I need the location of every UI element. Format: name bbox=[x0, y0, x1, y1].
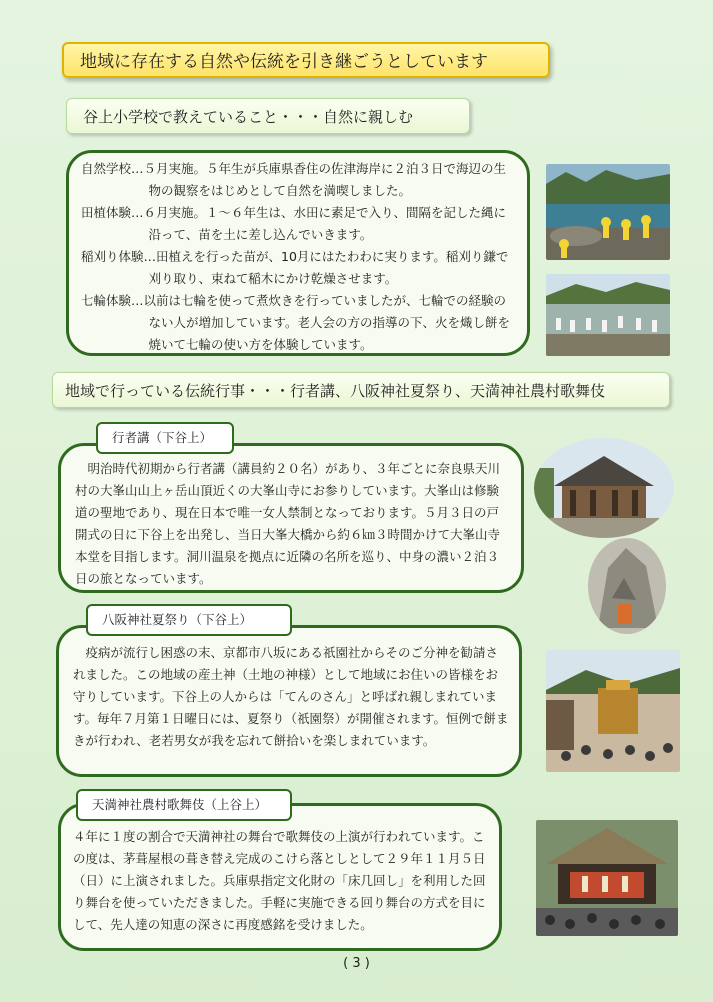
section2-heading: 地域で行っている伝統行事・・・行者講、八阪神社夏祭り、天満神社農村歌舞伎 bbox=[52, 372, 670, 408]
temple-photo bbox=[534, 438, 674, 538]
seaside-photo bbox=[546, 164, 670, 260]
rice-field-photo bbox=[546, 274, 670, 356]
yasaka-box bbox=[56, 625, 522, 777]
page-title: 地域に存在する自然や伝統を引き継ごうとしています bbox=[62, 42, 550, 78]
tenman-text: ４年に１度の割合で天満神社の舞台で歌舞伎の上演が行われています。この度は、茅葺屋根の葺き替え完成のこけら落としとして２９年１１月５日（日）に上演されました。兵庫県指定文化財の「床几回し」を利用した回り舞台を使っていただきました。手軽に実施できる回り舞台の方式を目にして、先人達の知恵の深さに再度感銘を受けました。 bbox=[73, 829, 486, 932]
kabuki-stage-photo bbox=[536, 820, 678, 936]
activity-rice-harvest: 稲刈り体験…田植えを行った苗が、10月にはたわわに実ります。稲刈り鎌で刈り取り、束ねて稲木にかけ乾燥させます。 bbox=[81, 249, 509, 286]
yasaka-text: 疫病が流行し困惑の末、京都市八坂にある祇園社からそのご分神を勧請されました。この地域の産土神（土地の神様）として地域にお住いの皆様をお守りしています。下谷上の人からは「てんのさん」と呼ばれ親しまれています。毎年７月第１日曜日には、夏祭り（祇園祭）が開催されます。恒例で餅まきが行われ、老若男女が我を忘れて餅拾いを楽しまれています。 bbox=[73, 645, 509, 748]
festival-photo bbox=[546, 650, 680, 772]
gyojako-label: 行者講（下谷上） bbox=[96, 422, 234, 454]
rock-photo bbox=[588, 538, 666, 634]
yasaka-label: 八阪神社夏祭り（下谷上） bbox=[86, 604, 292, 636]
activity-shichirin: 七輪体験…以前は七輪を使って煮炊きを行っていましたが、七輪での経験のない人が増加しています。老人会の方の指導の下、火を熾し餅を焼いて七輪の使い方を体験しています。 bbox=[81, 293, 511, 352]
activity-nature-school: 自然学校…５月実施。５年生が兵庫県香住の佐津海岸に２泊３日で海辺の生物の観察をはじめとして自然を満喫しました。 bbox=[81, 161, 507, 198]
tenman-box bbox=[58, 803, 502, 951]
gyojako-text: 明治時代初期から行者講（講員約２０名）があり、３年ごとに奈良県天川村の大峯山山上ヶ岳山頂近くの大峯山寺にお参りしています。大峯山は修験道の聖地であり、現在日本で唯一女人禁制となっております。５月３日の戸開式の日に下谷上を出発し、当日大峯大橋から約６㎞３時間かけて大峯山寺本堂を目指します。洞川温泉を拠点に近隣の名所を巡り、中身の濃い２泊３日の旅となっています。 bbox=[75, 461, 501, 586]
page-number: ( 3 ) bbox=[343, 956, 370, 971]
nature-activities-box bbox=[66, 150, 530, 356]
activity-rice-planting: 田植体験…６月実施。１～６年生は、水田に素足で入り、間隔を記した縄に沿って、苗を土に差し込んでいきます。 bbox=[81, 205, 507, 242]
tenman-label: 天満神社農村歌舞伎（上谷上） bbox=[76, 789, 292, 821]
section1-heading: 谷上小学校で教えていること・・・自然に親しむ bbox=[66, 98, 470, 134]
gyojako-box bbox=[58, 443, 524, 593]
